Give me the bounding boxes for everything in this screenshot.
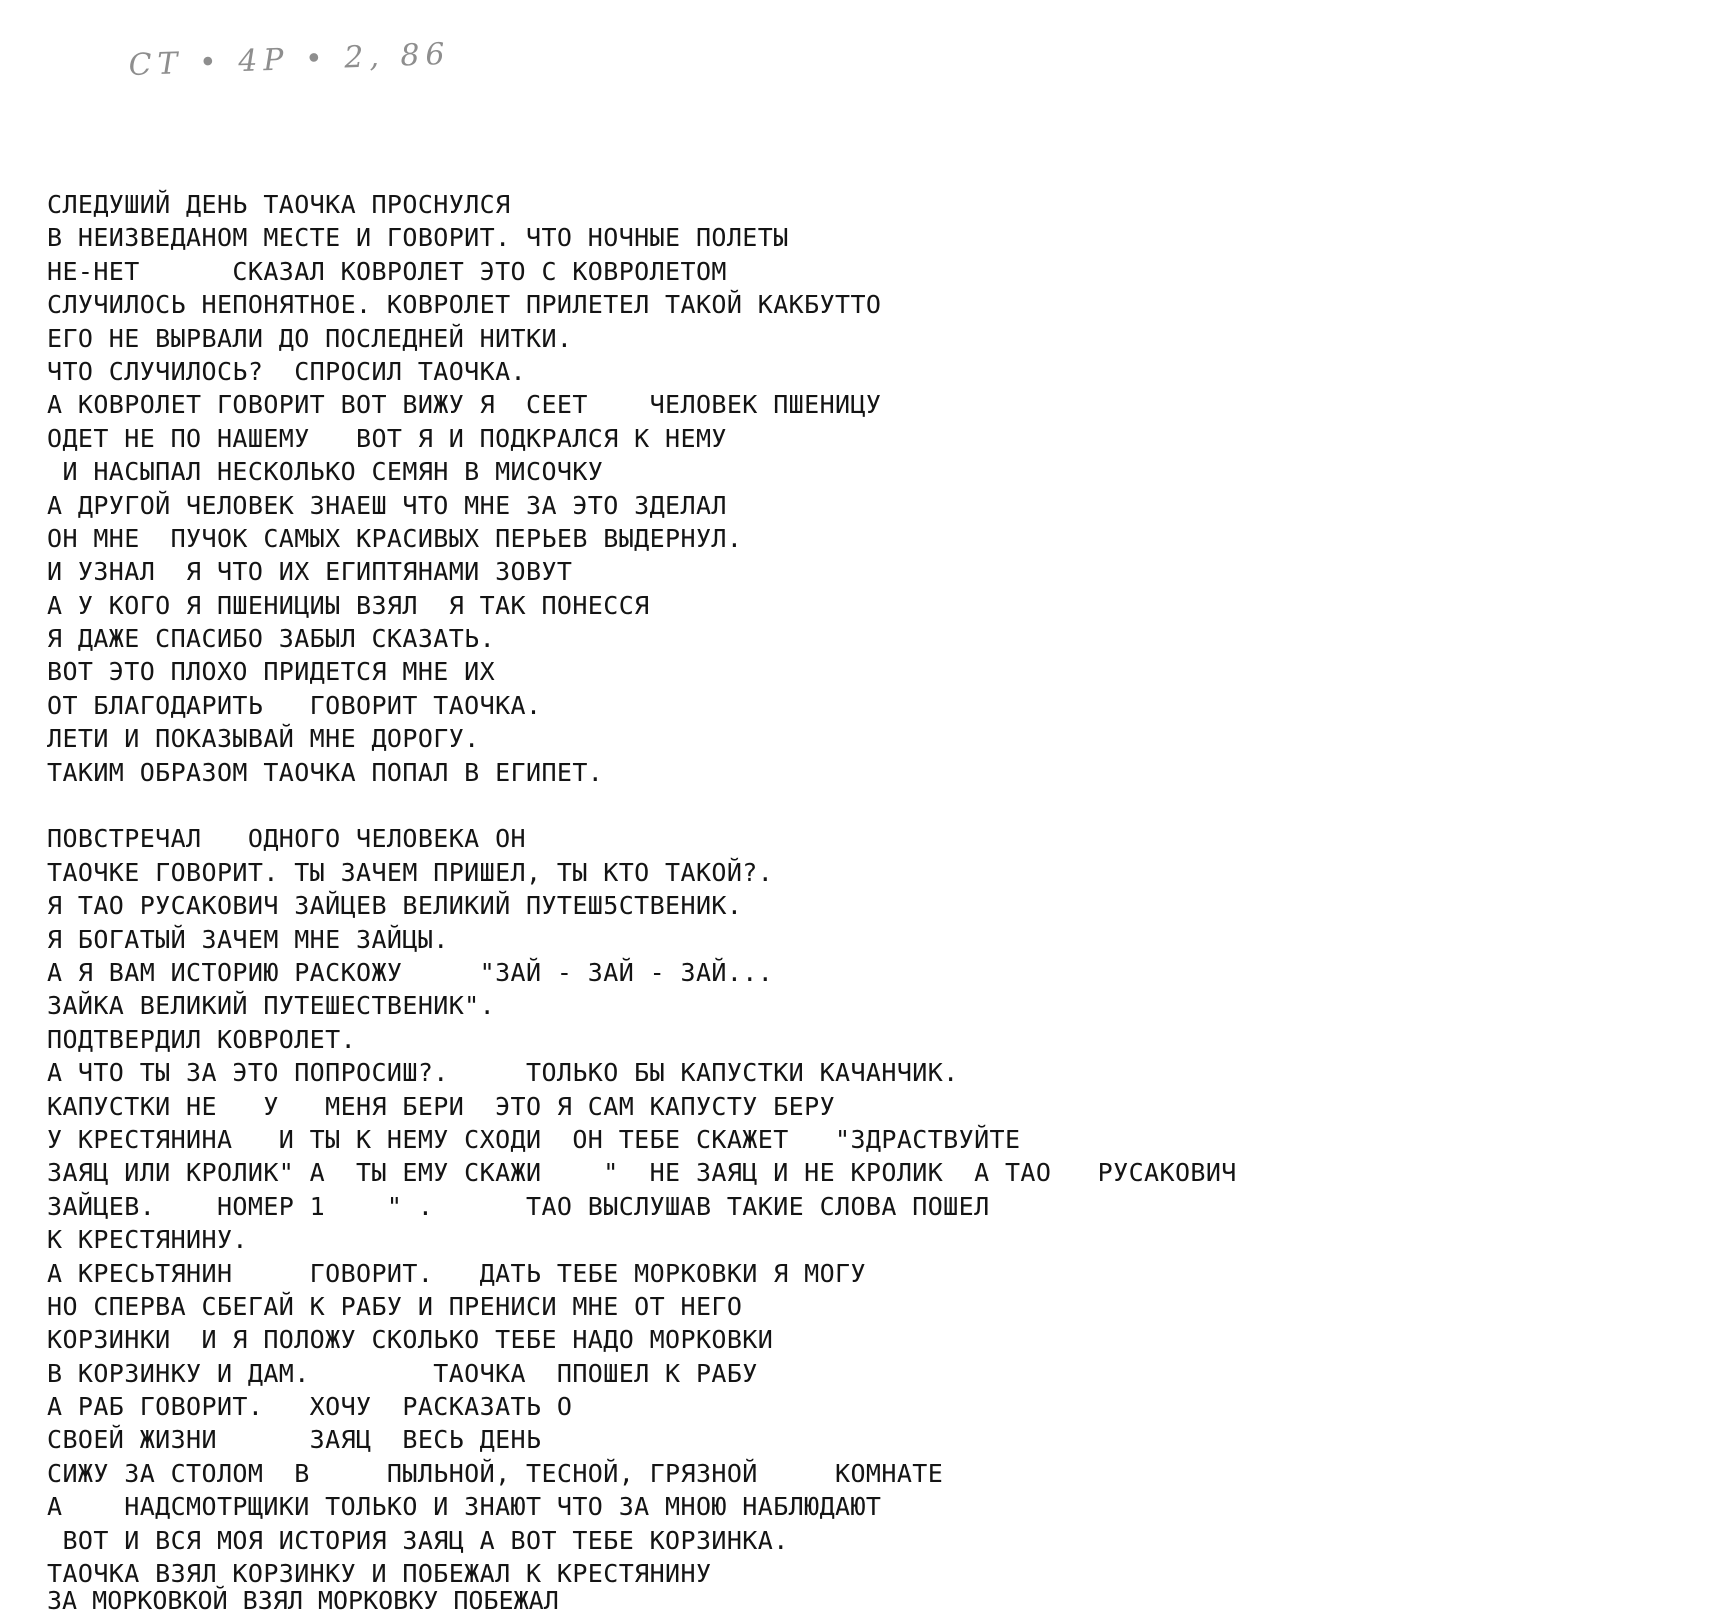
text-line: И НАСЫПАЛ НЕСКОЛЬКО СЕМЯН В МИСОЧКУ: [47, 457, 604, 487]
text-line: Я ДАЖЕ СПАСИБО ЗАБЫЛ СКАЗАТЬ.: [47, 624, 496, 654]
text-line: НО СПЕРВА СБЕГАЙ К РАБУ И ПРЕНИСИ МНЕ ОТ НЕГО: [47, 1291, 743, 1321]
text-line: Я ТАО РУСАКОВИЧ ЗАЙЦЕВ ВЕЛИКИЙ ПУТЕШ5СТВЕНИК.: [47, 891, 743, 921]
text-line: А ДРУГОЙ ЧЕЛОВЕК ЗНАЕШ ЧТО МНЕ ЗА ЭТО ЗДЕЛАЛ: [47, 490, 727, 520]
text-line: В НЕИЗВЕДАНОМ МЕСТЕ И ГОВОРИТ. ЧТО НОЧНЫЕ ПОЛЕТЫ: [47, 223, 789, 253]
text-line: ЗАЯЦ ИЛИ КРОЛИК" А ТЫ ЕМУ СКАЖИ " НЕ ЗАЯЦ И НЕ КРОЛИК А ТАО РУСАКОВИЧ: [47, 1158, 1237, 1188]
text-line: ЧТО СЛУЧИЛОСЬ? СПРОСИЛ ТАОЧКА.: [47, 356, 526, 386]
text-line: ТАОЧКА ВЗЯЛ КОРЗИНКУ И ПОБЕЖАЛ К КРЕСТЯНИНУ: [47, 1559, 712, 1589]
text-line: ОДЕТ НЕ ПО НАШЕМУ ВОТ Я И ПОДКРАЛСЯ К НЕМУ: [47, 423, 727, 453]
text-line: А У КОГО Я ПШЕНИЦИЫ ВЗЯЛ Я ТАК ПОНЕССЯ: [47, 590, 650, 620]
handwritten-note: СТ • 4Р • 2, 86: [128, 36, 452, 83]
text-line: А КРЕСЬТЯНИН ГОВОРИТ. ДАТЬ ТЕБЕ МОРКОВКИ Я МОГУ: [47, 1258, 866, 1288]
text-line: КОРЗИНКИ И Я ПОЛОЖУ СКОЛЬКО ТЕБЕ НАДО МОРКОВКИ: [47, 1325, 774, 1355]
text-line: НЕ-НЕТ СКАЗАЛ КОВРОЛЕТ ЭТО С КОВРОЛЕТОМ: [47, 256, 727, 286]
text-line: ТАКИМ ОБРАЗОМ ТАОЧКА ПОПАЛ В ЕГИПЕТ.: [47, 757, 604, 787]
text-line: ЗАЙЦЕВ. НОМЕР 1 " . ТАО ВЫСЛУШАВ ТАКИЕ СЛОВА ПОШЕЛ: [47, 1191, 990, 1221]
text-line: А НАДСМОТРЩИКИ ТОЛЬКО И ЗНАЮТ ЧТО ЗА МНОЮ НАБЛЮДАЮТ: [47, 1492, 882, 1522]
text-line: А КОВРОЛЕТ ГОВОРИТ ВОТ ВИЖУ Я СЕЕТ ЧЕЛОВЕК ПШЕНИЦУ: [47, 390, 882, 420]
text-line: Я БОГАТЫЙ ЗАЧЕМ МНЕ ЗАЙЦЫ.: [47, 924, 449, 954]
text-line: И УЗНАЛ Я ЧТО ИХ ЕГИПТЯНАМИ ЗОВУТ: [47, 557, 573, 587]
text-line: ЗАЙКА ВЕЛИКИЙ ПУТЕШЕСТВЕНИК".: [47, 991, 496, 1021]
text-line: СВОЕЙ ЖИЗНИ ЗАЯЦ ВЕСЬ ДЕНЬ: [47, 1425, 542, 1455]
text-line: ПОДТВЕРДИЛ КОВРОЛЕТ.: [47, 1024, 357, 1054]
text-line: ОН МНЕ ПУЧОК САМЫХ КРАСИВЫХ ПЕРЬЕВ ВЫДЕРНУЛ.: [47, 523, 743, 553]
text-line: ПОВСТРЕЧАЛ ОДНОГО ЧЕЛОВЕКА ОН: [47, 824, 526, 854]
text-line: У КРЕСТЯНИНА И ТЫ К НЕМУ СХОДИ ОН ТЕБЕ СКАЖЕТ "ЗДРАСТВУЙТЕ: [47, 1124, 1021, 1154]
text-line: К КРЕСТЯНИНУ.: [47, 1225, 248, 1255]
cutoff-text-line: ЗА МОРКОВКОЙ ВЗЯЛ МОРКОВКУ ПОБЕЖАЛ: [47, 1586, 559, 1615]
text-line: А РАБ ГОВОРИТ. ХОЧУ РАСКАЗАТЬ О: [47, 1392, 573, 1422]
text-line: КАПУСТКИ НЕ У МЕНЯ БЕРИ ЭТО Я САМ КАПУСТУ БЕРУ: [47, 1091, 836, 1121]
text-line: СЛЕДУШИЙ ДЕНЬ ТАОЧКА ПРОСНУЛСЯ: [47, 190, 511, 219]
text-line: ВОТ ЭТО ПЛОХО ПРИДЕТСЯ МНЕ ИХ: [47, 657, 496, 687]
text-line: ВОТ И ВСЯ МОЯ ИСТОРИЯ ЗАЯЦ А ВОТ ТЕБЕ КОРЗИНКА.: [47, 1525, 789, 1555]
text-line: ТАОЧКЕ ГОВОРИТ. ТЫ ЗАЧЕМ ПРИШЕЛ, ТЫ КТО ТАКОЙ?.: [47, 857, 774, 887]
text-line: [47, 789, 1717, 822]
text-line: А ЧТО ТЫ ЗА ЭТО ПОПРОСИШ?. ТОЛЬКО БЫ КАПУСТКИ КАЧАНЧИК.: [47, 1058, 959, 1088]
text-line: ЛЕТИ И ПОКАЗЫВАЙ МНЕ ДОРОГУ.: [47, 724, 480, 754]
text-line: СЛУЧИЛОСЬ НЕПОНЯТНОЕ. КОВРОЛЕТ ПРИЛЕТЕЛ ТАКОЙ КАКБУТТО: [47, 290, 882, 320]
typed-text-body: [47, 188, 1717, 1590]
text-line: ЕГО НЕ ВЫРВАЛИ ДО ПОСЛЕДНЕЙ НИТКИ.: [47, 323, 573, 353]
text-line: ОТ БЛАГОДАРИТЬ ГОВОРИТ ТАОЧКА.: [47, 690, 542, 720]
text-line: В КОРЗИНКУ И ДАМ. ТАОЧКА ППОШЕЛ К РАБУ: [47, 1358, 758, 1388]
text-line: А Я ВАМ ИСТОРИЮ РАСКОЖУ "ЗАЙ - ЗАЙ - ЗАЙ...: [47, 957, 774, 987]
text-line: СИЖУ ЗА СТОЛОМ В ПЫЛЬНОЙ, ТЕСНОЙ, ГРЯЗНОЙ КОМНАТЕ: [47, 1458, 944, 1488]
